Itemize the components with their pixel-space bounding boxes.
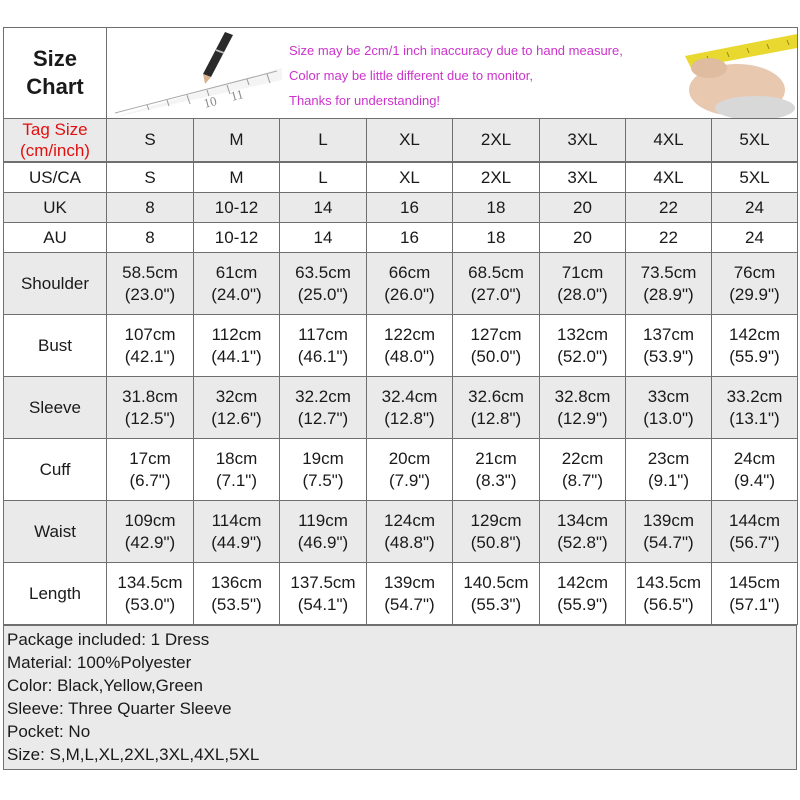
measurement-cell — [194, 315, 280, 377]
size-table-body — [3, 162, 798, 625]
row-label: Bust — [4, 315, 107, 377]
value-cm: 33.2cm — [726, 386, 783, 406]
size-cell: 16 — [367, 193, 453, 223]
size-cell: L — [280, 163, 367, 193]
value-inch: (23.0") — [124, 284, 176, 304]
measurement-cell — [280, 377, 367, 439]
size-cell: 4XL — [626, 163, 712, 193]
value-inch: (8.7") — [562, 470, 603, 490]
measurement-cell — [540, 377, 626, 439]
size-cell: 24 — [712, 223, 798, 253]
value-inch: (24.0") — [211, 284, 262, 304]
ruler-number-10: 10 — [201, 93, 219, 111]
measurement-cell — [194, 253, 280, 315]
size-chart — [3, 27, 797, 795]
measurement-cell — [194, 563, 280, 625]
value-inch: (7.5") — [302, 470, 344, 490]
measurement-row — [4, 563, 798, 625]
measurement-cell — [280, 563, 367, 625]
note-line: Size may be 2cm/1 inch inaccuracy due to hand measure, — [289, 43, 623, 58]
value-inch: (42.1") — [124, 346, 176, 366]
value-cm: 63.5cm — [295, 262, 351, 282]
value-cm: 58.5cm — [122, 262, 178, 282]
measurement-cell — [107, 377, 194, 439]
tag-size-cell: 2XL — [453, 119, 540, 162]
tag-size-cell: M — [194, 119, 280, 162]
value-cm: 61cm — [215, 262, 258, 282]
value-cm: 66cm — [388, 262, 431, 282]
size-cell: 20 — [540, 193, 626, 223]
package-details — [4, 626, 797, 770]
value-cm: 142cm — [556, 572, 609, 592]
tag-size-cell: 4XL — [626, 119, 712, 162]
value-inch: (50.8") — [470, 532, 522, 552]
measurement-cell — [453, 563, 540, 625]
measurement-cell — [453, 439, 540, 501]
note-line: Thanks for understanding! — [289, 93, 441, 108]
value-cm: 76cm — [733, 262, 776, 282]
ruler-pen-illustration — [107, 28, 282, 119]
measurement-cell — [107, 563, 194, 625]
measurement-cell — [107, 501, 194, 563]
value-cm: 127cm — [470, 324, 522, 344]
value-cm: 143.5cm — [635, 572, 702, 592]
value-inch: (55.9") — [729, 346, 780, 366]
value-cm: 71cm — [561, 262, 604, 282]
measurement-cell — [453, 377, 540, 439]
value-inch: (28.9") — [643, 284, 694, 304]
value-cm: 134cm — [556, 510, 609, 530]
measurement-cell — [626, 315, 712, 377]
value-inch: (54.1") — [297, 594, 349, 614]
tag-label-line-2: (cm/inch) — [20, 141, 90, 160]
value-inch: (13.0") — [643, 408, 694, 428]
value-inch: (7.9") — [389, 470, 430, 490]
value-cm: 134.5cm — [117, 572, 183, 592]
size-cell: 18 — [453, 193, 540, 223]
measurement-cell — [107, 253, 194, 315]
value-cm: 20cm — [388, 448, 431, 468]
value-inch: (12.8") — [470, 408, 522, 428]
package-line: Material: 100%Polyester — [7, 653, 192, 672]
package-line: Size: S,M,L,XL,2XL,3XL,4XL,5XL — [7, 745, 260, 764]
value-cm: 68.5cm — [468, 262, 524, 282]
measurement-cell — [540, 501, 626, 563]
measurement-cell — [367, 315, 453, 377]
value-inch: (6.7") — [129, 470, 171, 490]
size-row — [4, 163, 798, 193]
value-inch: (52.0") — [557, 346, 608, 366]
size-cell: 24 — [712, 193, 798, 223]
value-cm: 114cm — [211, 510, 262, 530]
banner-notes — [289, 38, 623, 113]
size-cell: 20 — [540, 223, 626, 253]
measurement-cell — [453, 253, 540, 315]
measure-banner — [107, 28, 798, 119]
value-inch: (53.5") — [211, 594, 262, 614]
row-label: Cuff — [4, 439, 107, 501]
measurement-cell — [712, 501, 798, 563]
value-inch: (25.0") — [297, 284, 349, 304]
row-label: US/CA — [4, 163, 107, 193]
size-row — [4, 223, 798, 253]
value-cm: 32.8cm — [554, 386, 611, 406]
value-inch: (46.9") — [297, 532, 349, 552]
value-inch: (8.3") — [475, 470, 517, 490]
package-line: Package included: 1 Dress — [7, 630, 210, 649]
measurement-cell — [540, 315, 626, 377]
value-inch: (28.0") — [557, 284, 608, 304]
size-cell: 18 — [453, 223, 540, 253]
value-inch: (12.9") — [557, 408, 608, 428]
measurement-cell — [194, 377, 280, 439]
measurement-cell — [712, 563, 798, 625]
ruler-edge — [115, 71, 277, 113]
package-line: Sleeve: Three Quarter Sleeve — [7, 699, 232, 718]
value-inch: (9.1") — [648, 470, 689, 490]
value-cm: 144cm — [728, 510, 781, 530]
value-inch: (44.1") — [211, 346, 262, 366]
size-cell: 16 — [367, 223, 453, 253]
value-cm: 32.6cm — [468, 386, 524, 406]
measurement-row — [4, 501, 798, 563]
value-cm: 137cm — [642, 324, 695, 344]
value-cm: 129cm — [470, 510, 522, 530]
value-cm: 31.8cm — [122, 386, 178, 406]
tag-size-cell: 5XL — [712, 119, 798, 162]
value-cm: 32.2cm — [295, 386, 351, 406]
measurement-row — [4, 253, 798, 315]
note-line: Color may be little different due to monitor, — [289, 68, 533, 83]
measurement-cell — [712, 377, 798, 439]
value-cm: 107cm — [124, 324, 176, 344]
measurement-cell — [367, 439, 453, 501]
size-cell: S — [107, 163, 194, 193]
value-inch: (54.7") — [643, 532, 694, 552]
value-inch: (55.9") — [557, 594, 608, 614]
measurement-cell — [194, 439, 280, 501]
size-cell: 5XL — [712, 163, 798, 193]
tag-size-cell: L — [280, 119, 367, 162]
value-inch: (46.1") — [297, 346, 349, 366]
size-cell: 3XL — [540, 163, 626, 193]
value-inch: (13.1") — [729, 408, 780, 428]
measurement-cell — [626, 501, 712, 563]
size-cell: 22 — [626, 223, 712, 253]
measurement-cell — [367, 501, 453, 563]
measurement-cell — [194, 501, 280, 563]
pen-icon — [203, 32, 233, 84]
value-cm: 136cm — [210, 572, 263, 592]
tag-size-label — [4, 119, 107, 162]
measurement-cell — [107, 439, 194, 501]
package-info — [3, 625, 797, 770]
measurement-cell — [540, 253, 626, 315]
measurement-cell — [107, 315, 194, 377]
row-label: Length — [4, 563, 107, 625]
measurement-cell — [540, 563, 626, 625]
measurement-row — [4, 377, 798, 439]
value-cm: 32cm — [215, 386, 258, 406]
value-inch: (53.0") — [124, 594, 176, 614]
value-cm: 21cm — [475, 448, 517, 468]
row-label: UK — [4, 193, 107, 223]
measurement-cell — [626, 563, 712, 625]
measurement-cell — [540, 439, 626, 501]
title-line-2: Chart — [26, 74, 84, 99]
tag-size-cell: 3XL — [540, 119, 626, 162]
value-inch: (9.4") — [734, 470, 775, 490]
package-line: Pocket: No — [7, 722, 91, 741]
value-inch: (44.9") — [211, 532, 262, 552]
value-inch: (53.9") — [643, 346, 694, 366]
tag-size-cell: XL — [367, 119, 453, 162]
value-cm: 32.4cm — [381, 386, 438, 406]
value-inch: (12.8") — [384, 408, 435, 428]
size-chart-title — [4, 28, 107, 119]
size-cell: 8 — [107, 193, 194, 223]
measurement-cell — [280, 501, 367, 563]
value-inch: (12.6") — [211, 408, 262, 428]
value-inch: (7.1") — [216, 470, 257, 490]
value-cm: 119cm — [298, 510, 348, 530]
value-cm: 19cm — [302, 448, 344, 468]
measurement-cell — [280, 315, 367, 377]
hand-tape-measure-illustration — [647, 28, 797, 119]
value-inch: (27.0") — [470, 284, 522, 304]
measurement-cell — [712, 253, 798, 315]
ruler-number-11: 11 — [228, 86, 245, 104]
value-inch: (42.9") — [124, 532, 176, 552]
measurement-cell — [626, 253, 712, 315]
value-cm: 140.5cm — [463, 572, 529, 592]
value-cm: 24cm — [733, 448, 776, 468]
value-cm: 132cm — [556, 324, 609, 344]
value-inch: (56.7") — [729, 532, 780, 552]
size-cell: XL — [367, 163, 453, 193]
package-line: Color: Black,Yellow,Green — [7, 676, 203, 695]
size-cell: M — [194, 163, 280, 193]
tag-size-cell: S — [107, 119, 194, 162]
measurement-row — [4, 439, 798, 501]
measurement-cell — [367, 377, 453, 439]
value-cm: 117cm — [298, 324, 348, 344]
value-inch: (29.9") — [729, 284, 780, 304]
value-cm: 112cm — [211, 324, 262, 344]
value-cm: 17cm — [129, 448, 171, 468]
value-cm: 122cm — [383, 324, 436, 344]
size-cell: 2XL — [453, 163, 540, 193]
value-cm: 73.5cm — [640, 262, 697, 282]
size-cell: 22 — [626, 193, 712, 223]
value-inch: (48.8") — [384, 532, 435, 552]
measurement-cell — [453, 501, 540, 563]
tag-size-row — [4, 119, 798, 162]
value-inch: (26.0") — [384, 284, 435, 304]
value-cm: 145cm — [728, 572, 781, 592]
measurement-cell — [712, 439, 798, 501]
value-inch: (54.7") — [384, 594, 435, 614]
tag-label-line-1: Tag Size — [22, 120, 88, 139]
value-inch: (50.0") — [470, 346, 522, 366]
size-cell: 10-12 — [194, 223, 280, 253]
value-cm: 124cm — [383, 510, 436, 530]
value-cm: 23cm — [647, 448, 690, 468]
measurement-cell — [280, 253, 367, 315]
size-cell: 14 — [280, 223, 367, 253]
value-inch: (12.7") — [297, 408, 349, 428]
size-table — [3, 27, 798, 162]
value-inch: (48.0") — [384, 346, 435, 366]
value-cm: 109cm — [124, 510, 176, 530]
measurement-cell — [453, 315, 540, 377]
measurement-cell — [367, 253, 453, 315]
title-line-1: Size — [32, 46, 78, 71]
size-cell: 8 — [107, 223, 194, 253]
value-cm: 18cm — [215, 448, 258, 468]
measurement-row — [4, 315, 798, 377]
value-inch: (55.3") — [470, 594, 522, 614]
value-cm: 33cm — [647, 386, 690, 406]
value-cm: 22cm — [561, 448, 604, 468]
row-label: AU — [4, 223, 107, 253]
value-cm: 142cm — [728, 324, 781, 344]
value-inch: (57.1") — [729, 594, 780, 614]
size-cell: 10-12 — [194, 193, 280, 223]
value-cm: 139cm — [383, 572, 436, 592]
value-inch: (12.5") — [124, 408, 176, 428]
size-row — [4, 193, 798, 223]
row-label: Sleeve — [4, 377, 107, 439]
value-inch: (52.8") — [557, 532, 608, 552]
value-cm: 137.5cm — [290, 572, 356, 592]
measurement-cell — [626, 439, 712, 501]
row-label: Waist — [4, 501, 107, 563]
size-cell: 14 — [280, 193, 367, 223]
measurement-cell — [367, 563, 453, 625]
row-label: Shoulder — [4, 253, 107, 315]
value-cm: 139cm — [642, 510, 695, 530]
measurement-cell — [280, 439, 367, 501]
measurement-cell — [712, 315, 798, 377]
value-inch: (56.5") — [643, 594, 694, 614]
measurement-cell — [626, 377, 712, 439]
